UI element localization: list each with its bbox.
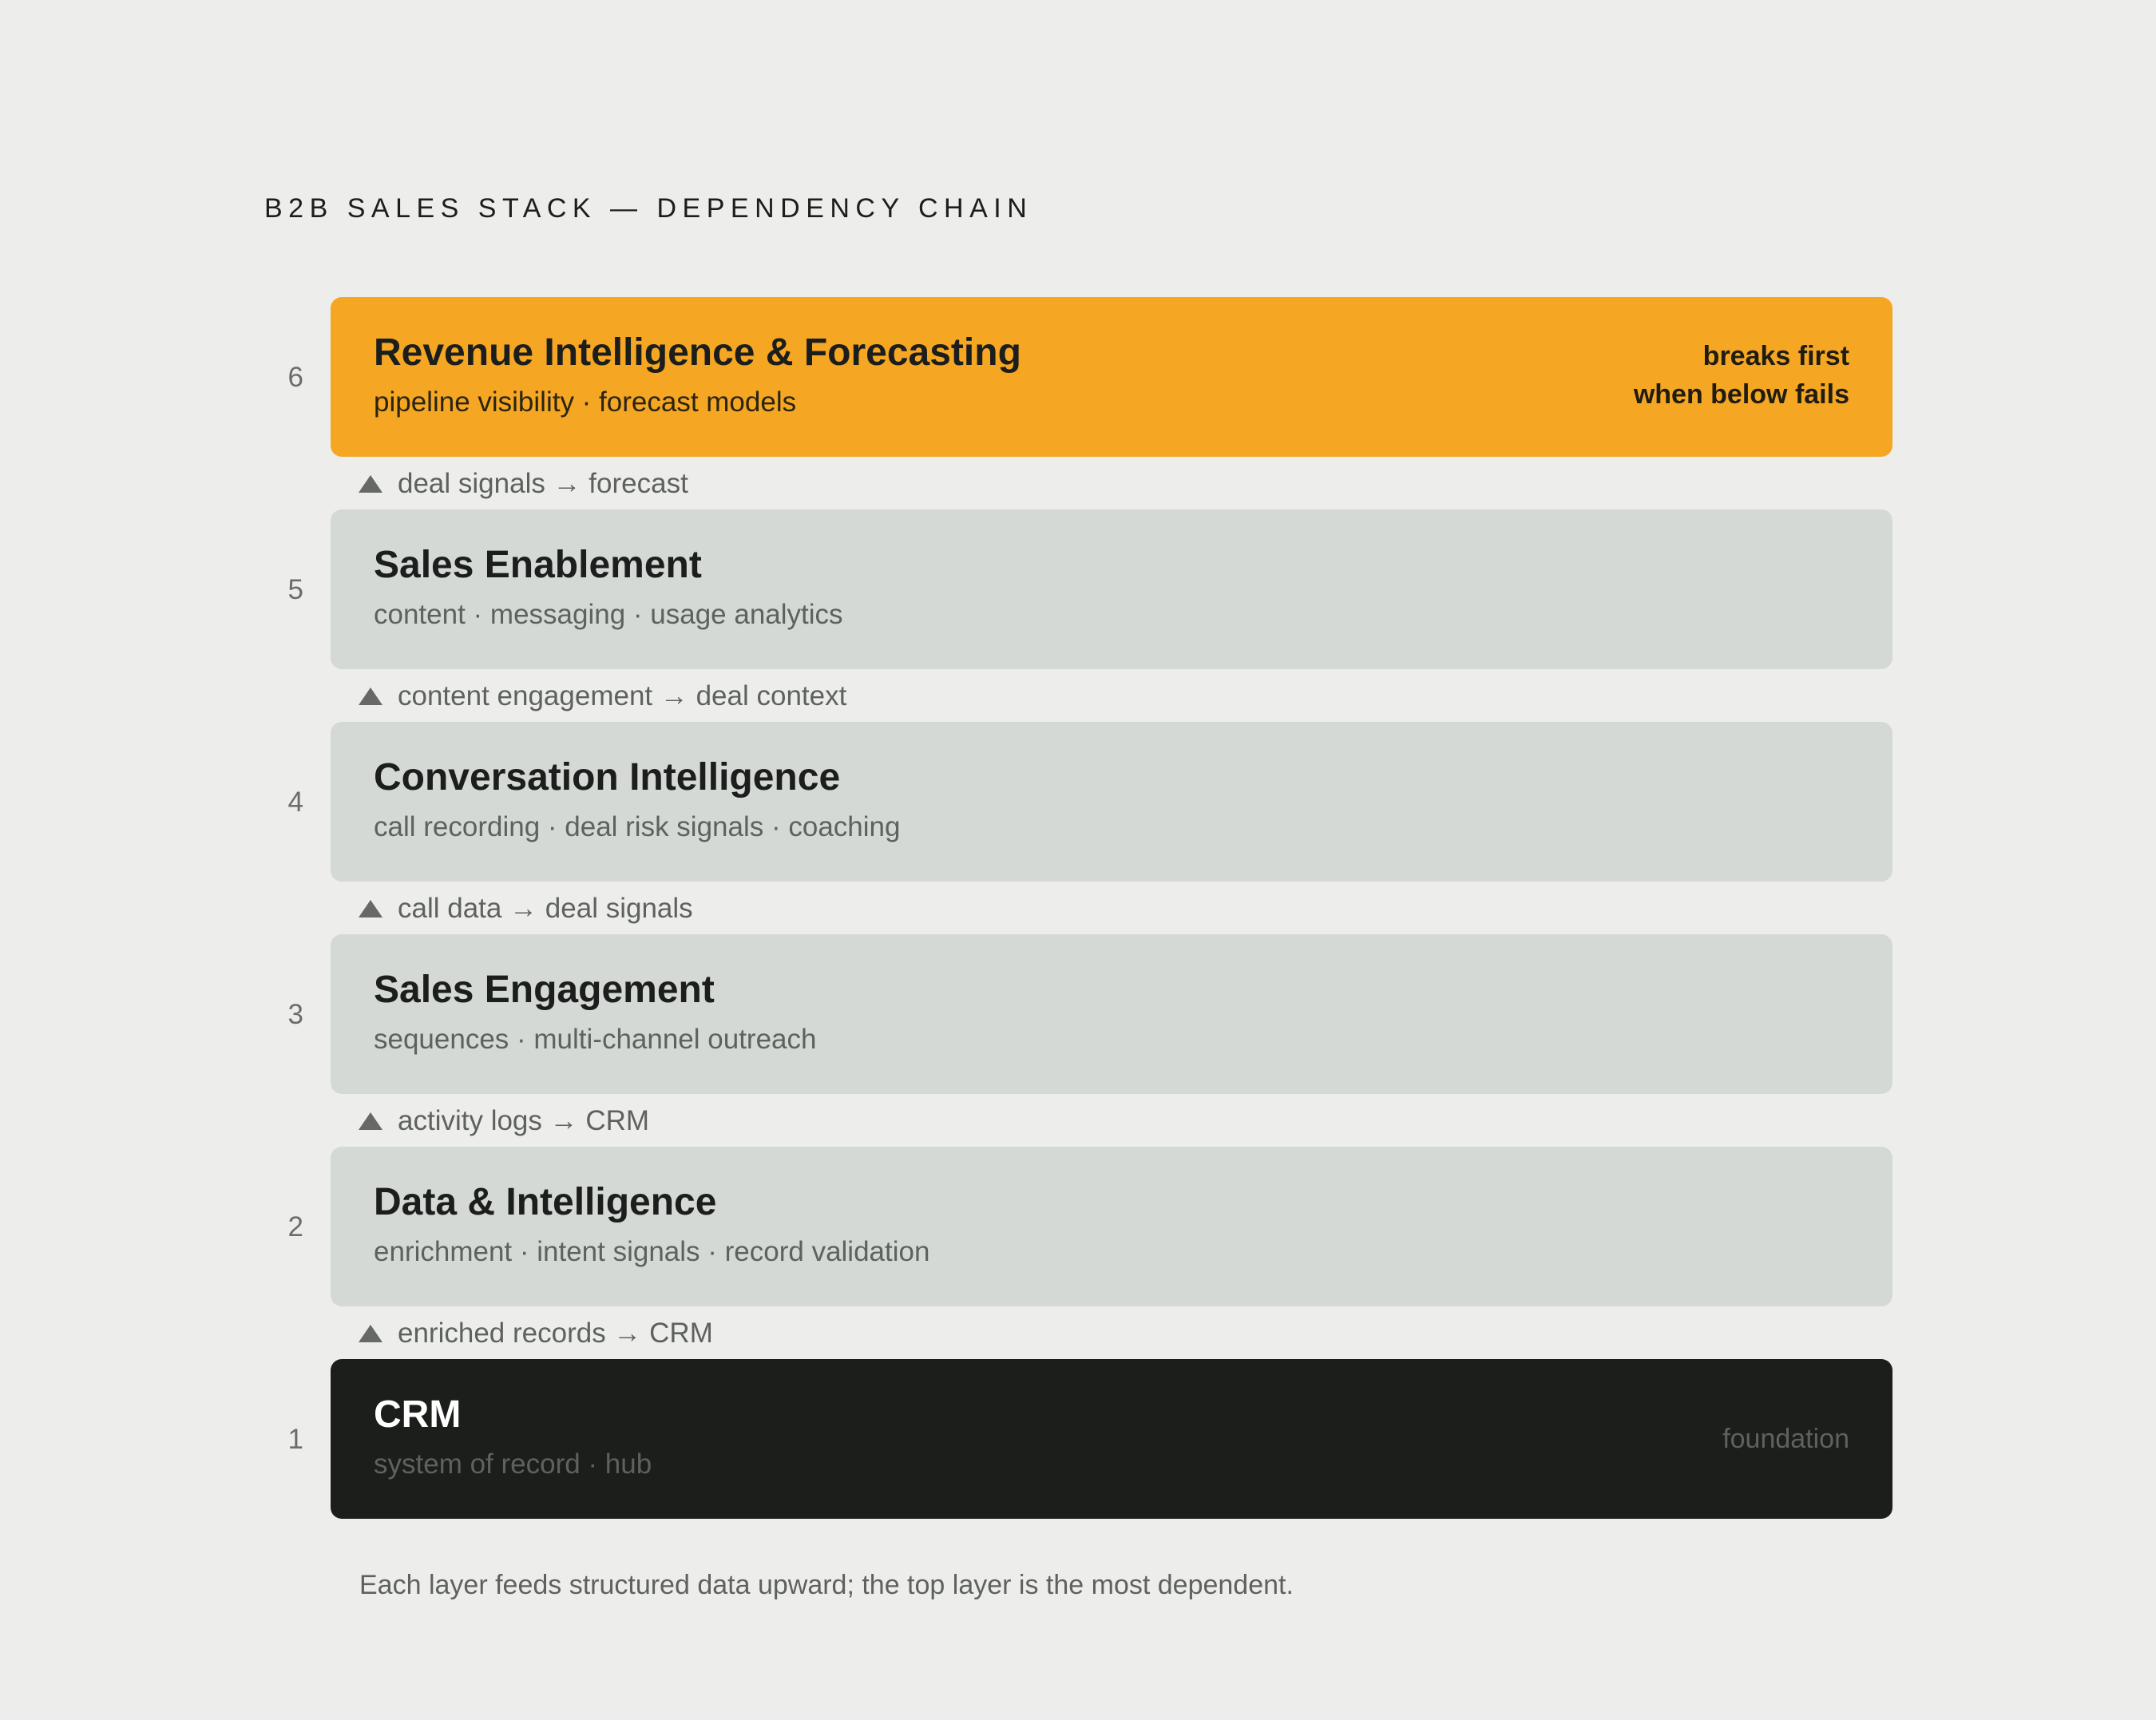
layer-box-sales-enablement <box>331 509 1892 669</box>
layer-number: 4 <box>287 787 303 818</box>
connector <box>359 890 693 927</box>
layer-box-revenue-intelligence <box>331 297 1892 457</box>
connector <box>359 1315 713 1352</box>
arrow-up-triangle-icon <box>359 475 382 493</box>
connector-label: enriched records → CRM <box>398 1318 713 1349</box>
layer-subtitle: enrichment · intent signals · record validation <box>374 1236 930 1267</box>
layer-subtitle: content · messaging · usage analytics <box>374 599 843 630</box>
layer-title: CRM <box>374 1393 462 1436</box>
layer-subtitle: call recording · deal risk signals · coaching <box>374 811 901 842</box>
layer-number: 1 <box>287 1424 303 1455</box>
layer-subtitle: pipeline visibility · forecast models <box>374 386 797 418</box>
layer-box-conversation-intelligence <box>331 722 1892 882</box>
layer-box-crm <box>331 1359 1892 1519</box>
layer-note: breaks first when below fails <box>1633 341 1849 410</box>
connector <box>359 466 688 502</box>
arrow-up-triangle-icon <box>359 900 382 917</box>
layer-subtitle: sequences · multi-channel outreach <box>374 1024 817 1055</box>
layer-number: 5 <box>287 574 303 605</box>
layer-title: Sales Enablement <box>374 544 702 586</box>
layer-number: 3 <box>287 999 303 1030</box>
layer-note: foundation <box>1722 1424 1849 1454</box>
layer-title: Conversation Intelligence <box>374 756 841 799</box>
layer-box-data-intelligence <box>331 1147 1892 1306</box>
connector-label: content engagement → deal context <box>398 680 847 711</box>
layer-number: 6 <box>287 362 303 393</box>
layer-number: 2 <box>287 1211 303 1242</box>
layer-title: Revenue Intelligence & Forecasting <box>374 331 1021 374</box>
connector <box>359 678 846 715</box>
layer-title: Data & Intelligence <box>374 1181 717 1223</box>
layer-title: Sales Engagement <box>374 969 715 1011</box>
diagram-title: B2B SALES STACK — DEPENDENCY CHAIN <box>264 193 1033 224</box>
arrow-up-triangle-icon <box>359 688 382 705</box>
arrow-up-triangle-icon <box>359 1325 382 1342</box>
connector-label: call data → deal signals <box>398 893 693 924</box>
connector <box>359 1103 649 1139</box>
layer-subtitle: system of record · hub <box>374 1449 652 1480</box>
footnote: Each layer feeds structured data upward; the top layer is the most dependent. <box>359 1570 1294 1600</box>
layer-box-sales-engagement <box>331 934 1892 1094</box>
connector-label: activity logs → CRM <box>398 1105 650 1136</box>
arrow-up-triangle-icon <box>359 1112 382 1130</box>
connector-label: deal signals → forecast <box>398 468 688 499</box>
